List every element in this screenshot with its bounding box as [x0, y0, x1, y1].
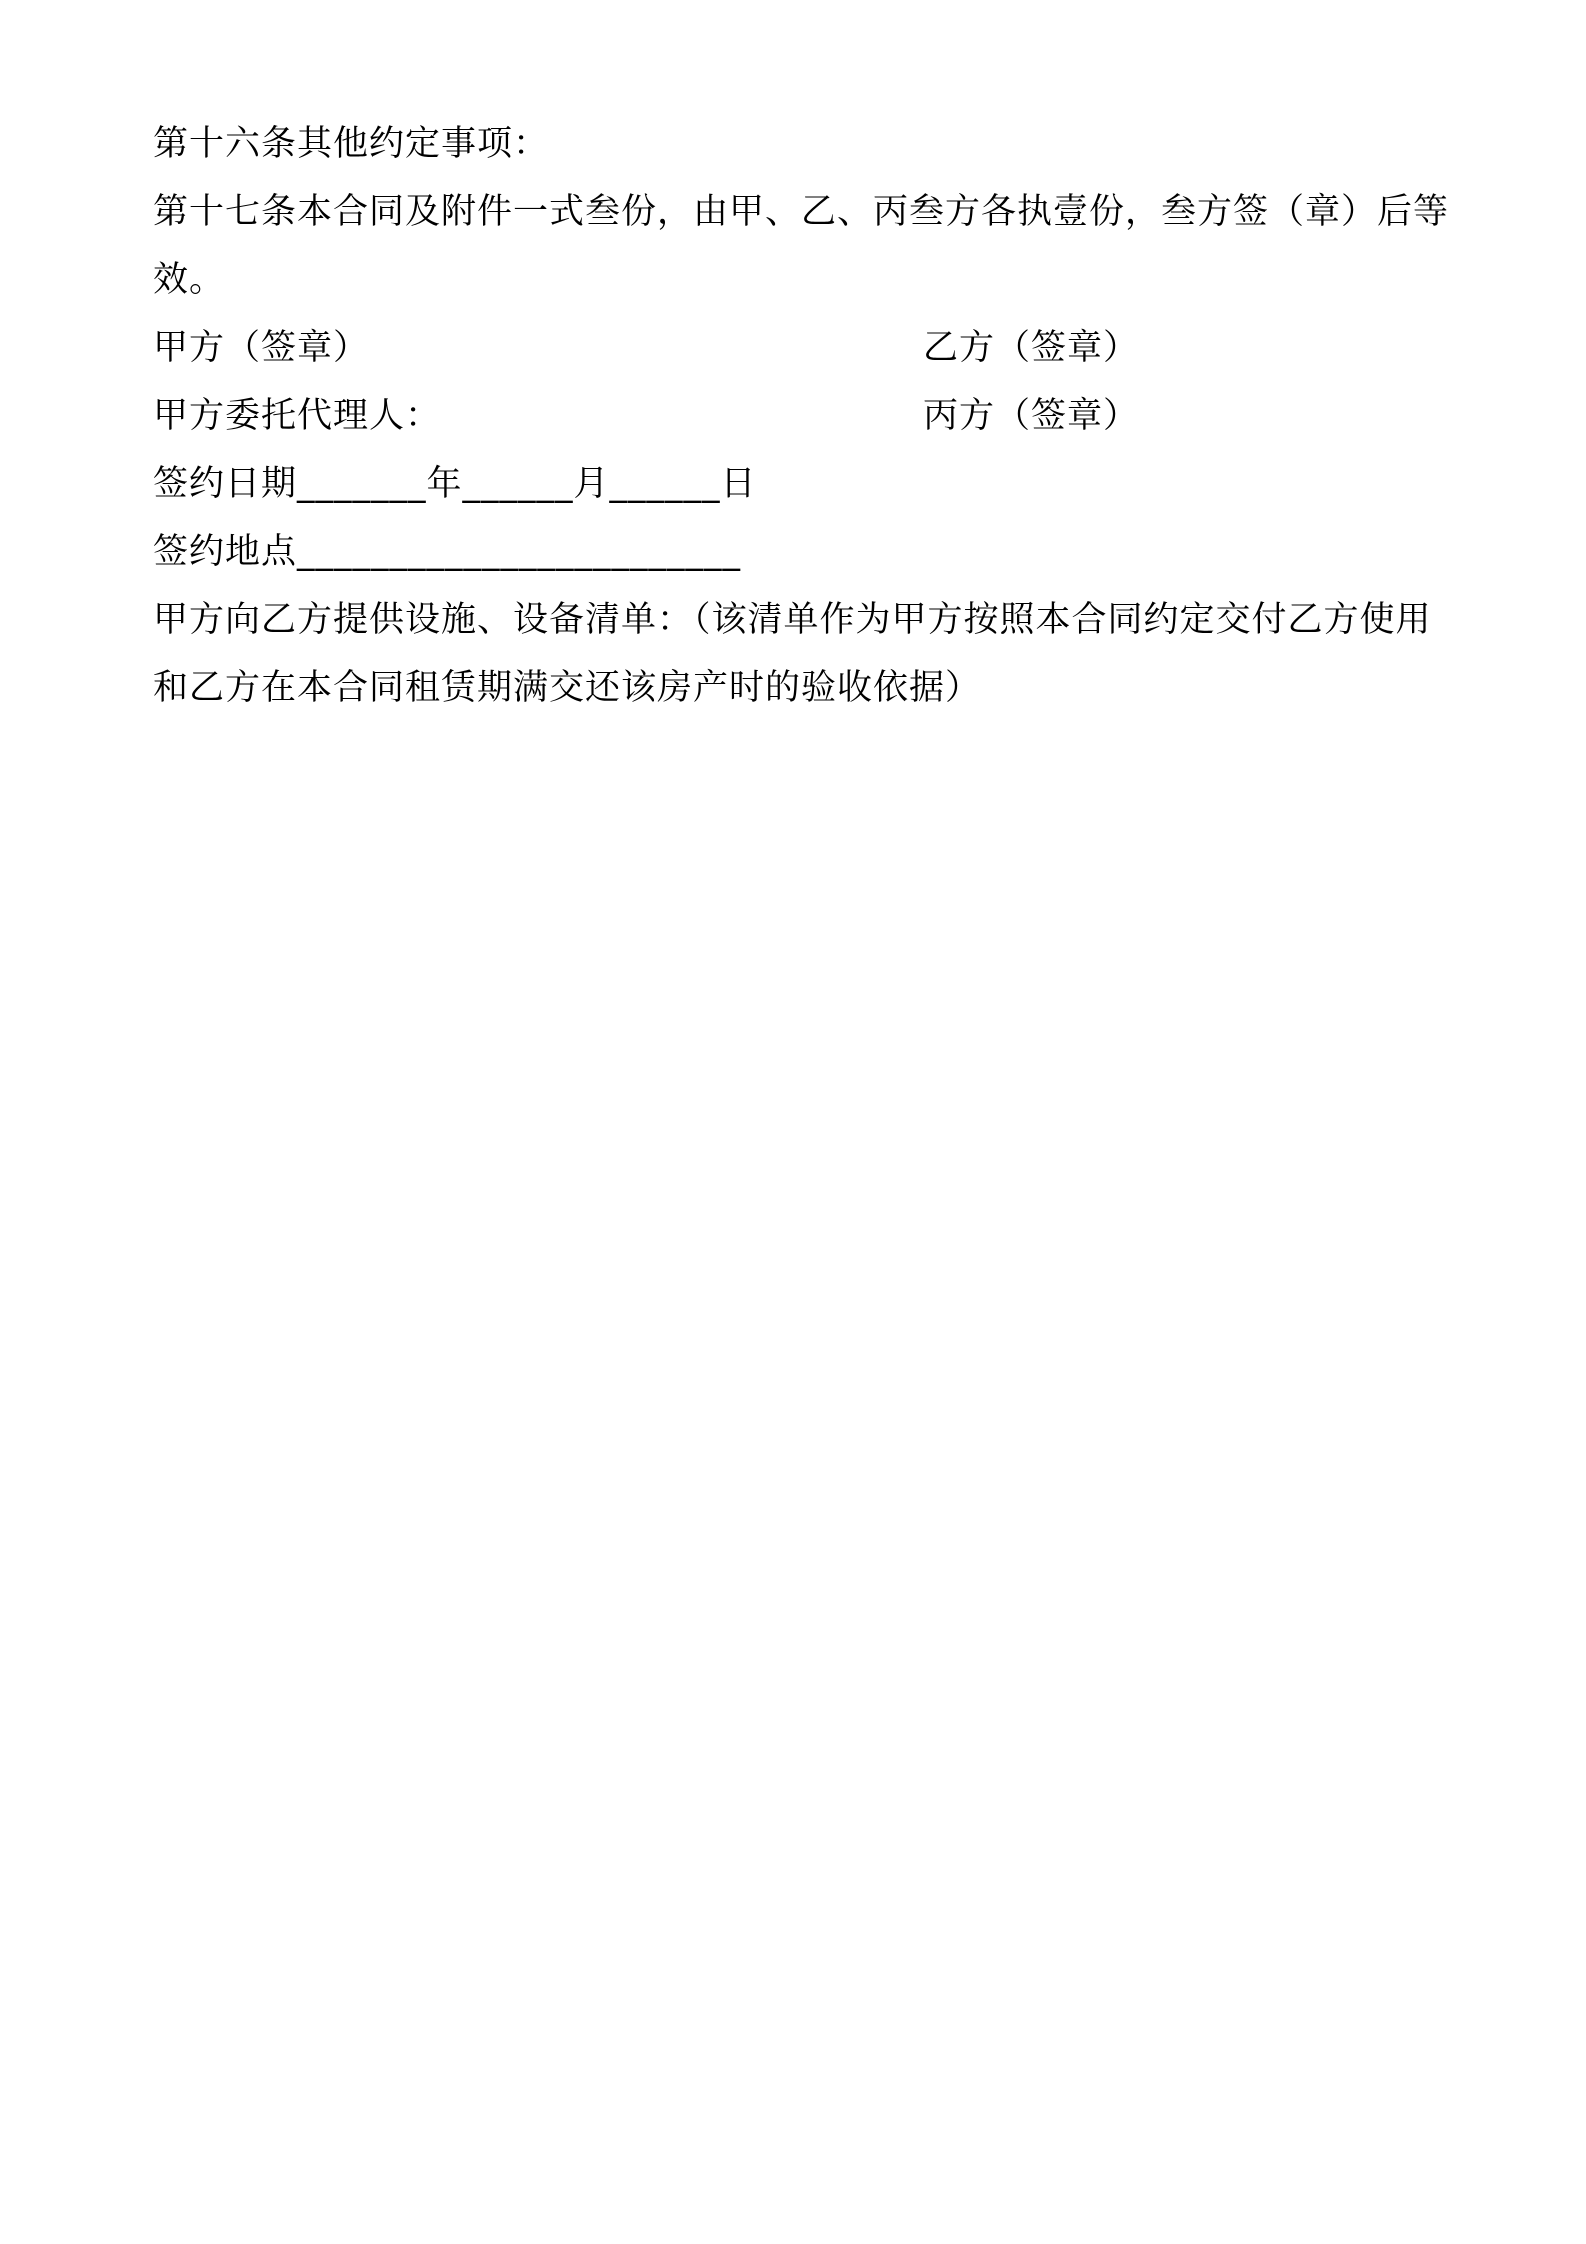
- party-c-signature: 丙方（签章）: [923, 396, 1140, 436]
- signature-row-1: [153, 314, 1453, 382]
- signing-date: 签约日期_______年______月______日: [153, 464, 757, 504]
- facilities-list-note: 甲方向乙方提供设施、设备清单：（该清单作为甲方按照本合同约定交付乙方使用和乙方在本合同租赁期满交还该房产时的验收依据）: [153, 600, 1432, 708]
- party-a-agent: 甲方委托代理人：: [153, 396, 442, 436]
- party-b-signature: 乙方（签章）: [923, 328, 1140, 368]
- signature-row-2: [153, 382, 1453, 450]
- article-16: 第十六条其他约定事项：: [153, 124, 550, 164]
- party-a-signature: 甲方（签章）: [153, 328, 370, 368]
- signing-place: 签约地点________________________: [153, 532, 742, 572]
- document-body: [153, 110, 1453, 722]
- article-17: 第十七条本合同及附件一式叁份，由甲、乙、丙叁方各执壹份，叁方签（章）后等效。: [153, 192, 1450, 300]
